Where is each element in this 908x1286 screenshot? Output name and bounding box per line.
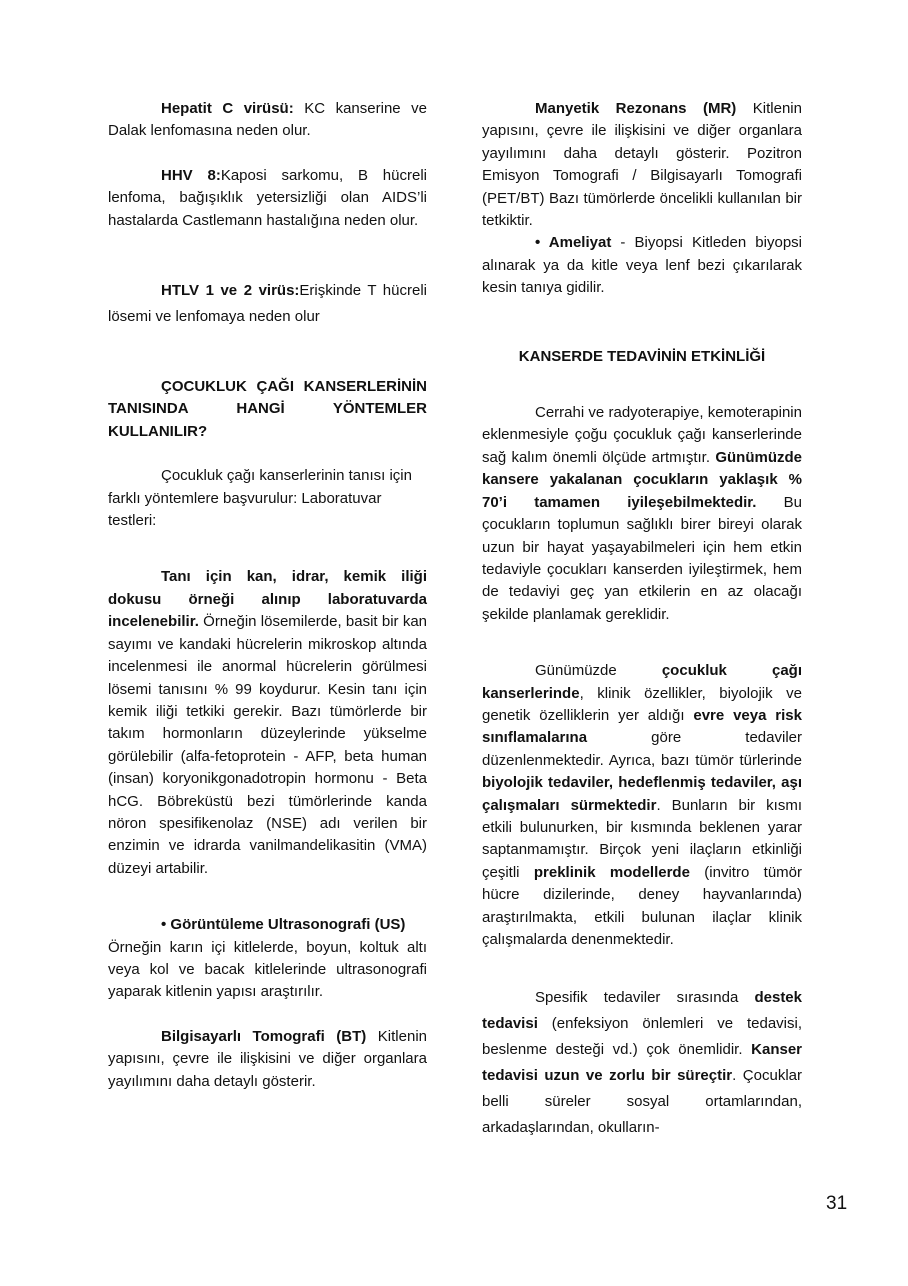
- treatment-paragraph-1: Cerrahi ve radyoterapiye, kemoterapinin eklenmesiyle çoğu çocukluk çağı kanserlerinde sağ kalım önemli ölçüde artmıştır. Günümüzde kansere yakalanan çocukların yaklaşık % 70’i tamamen iyileşebilmektedir. Bu çocukların toplumun sağlıklı birer bireyi olarak uzun bir hayat yaşayabilmeleri için hem etkin tedaviyle çocukları kanserden iyileştirmek, hem de tedaviyi geç yan etkilerin en az olacağı şekilde planlamak gereklidir.: [482, 404, 803, 623]
- surgery-text: - Biyopsi Kitleden biyopsi alınarak ya da kitle veya lenf bezi çıkarılarak kesin tanıya gidilir.: [482, 234, 802, 297]
- surgery-paragraph: [482, 232, 802, 299]
- htlv-text: Erişkinde T hücreli lösemi ve lenfomaya neden olur: [108, 282, 427, 326]
- hepatit-c-paragraph: [108, 98, 427, 143]
- ct-term: Bilgisayarlı Tomografi (BT): [161, 1027, 367, 1045]
- ultrasound-term: • Görüntüleme Ultrasonografi (US): [161, 916, 406, 934]
- mr-paragraph: [482, 98, 802, 232]
- hepatit-c-text: KC kanserine ve Dalak lenfomasına neden olur.: [108, 100, 427, 140]
- page-number: 31: [826, 1193, 848, 1214]
- survival-highlight: Günümüzde kansere yakalanan çocukların yaklaşık % 70’i tamamen iyileşebilmektedir.: [482, 448, 802, 511]
- lab-tests-paragraph: [108, 566, 427, 880]
- ultrasound-text: Örneğin karın içi kitlelerde, boyun, koltuk altı veya kol ve bacak kitlelerinde ultrasonografi yaparak kitlenin yapısı araştırılır.: [108, 938, 427, 1001]
- treatment-heading: KANSERDE TEDAVİNİN ETKİNLİĞİ: [518, 347, 766, 365]
- mr-text: Kitlenin yapısını, çevre ile ilişkisini ve diğer organlara yayılımını daha detaylı gösterir. Pozitron Emisyon Tomografi / Bilgisayarlı Tomografi (PET/BT) Bazı tümörlerde öncelikli kullanılan bir tetkiktir.: [482, 100, 802, 230]
- ct-paragraph: [108, 1026, 427, 1093]
- right-column: [482, 98, 802, 1141]
- lab-tests-text: Örneğin lösemilerde, basit bir kan sayımı ve kandaki hücrelerin mikroskop altında incelenmesi ile anormal hücrelerin görülmesi lösemi tanısını % 99 koydurur. Kesin tanı için kemik iliği tetkiki gerekir. Bazı tümörlerde bir takım hormonların düzeylerinde yükselme görülebilir (alfa-fetoprotein - AFP, beta human (insan) koryonikgonadotropin hormonu - Beta hCG. Böbreküstü bezi tümörlerinde kanda nöron spesifikenolaz (NSE) adı verilen bir enzimin ve idrarda vanilmandelikasitin (VMA) düzeyi artabilir.: [108, 613, 427, 877]
- hhv8-text: Kaposi sarkomu, B hücreli lenfoma, bağışıklık yetersizliği olan AIDS’li hastalarda Castlemann hastalığına neden olur.: [108, 166, 427, 229]
- hhv8-paragraph: [108, 165, 427, 232]
- htlv-paragraph: [108, 278, 427, 330]
- hepatit-c-term: Hepatit C virüsü:: [161, 100, 294, 117]
- surgery-term: • Ameliyat: [535, 234, 612, 252]
- ultrasound-heading: [108, 914, 427, 936]
- treatment-paragraph-3: Spesifik tedaviler sırasında destek tedavisi (enfeksiyon önlemleri ve tedavisi, beslenme desteği vd.) çok önemlidir. Kanser tedavisi uzun ve zorlu bir süreçtir. Çocuklar belli süreler sosyal ortamlarından, arkadaşlarından, okulların-: [482, 989, 802, 1137]
- treatment-paragraph-2: Günümüzde çocukluk çağı kanserlerinde, klinik özellikler, biyolojik ve genetik özelliklerin yer aldığı evre veya risk sınıflamalarına göre tedaviler düzenlenmektedir. Ayrıca, bazı tümör türlerinde biyolojik tedaviler, hedeflenmiş tedaviler, aşı çalışmaları sürmektedir. Bunların bir kısmı etkili bulunurken, bir kısmında beklenen yarar saptanmamıştır. Birçok yeni ilaçların etkinliği çeşitli preklinik modellerde (invitro tümör hücre dizilerinde, deney hayvanlarında) araştırılmakta, etkili bulunan ilaçlar klinik çalışmalarda denenmektedir.: [482, 662, 802, 948]
- htlv-term: HTLV 1 ve 2 virüs:: [161, 282, 300, 300]
- diagnosis-intro: Çocukluk çağı kanserlerinin tanısı için farklı yöntemlere başvurulur: Laboratuvar testleri:: [108, 467, 412, 530]
- lab-tests-term: Tanı için kan, idrar, kemik iliği dokusu örneği alınıp laboratuvarda incelenebilir.: [108, 568, 427, 631]
- mr-term: Manyetik Rezonans (MR): [535, 100, 737, 117]
- hhv8-term: HHV 8:: [161, 166, 221, 184]
- diagnosis-heading: ÇOCUKLUK ÇAĞI KANSERLERİNİN TANISINDA HANGİ YÖNTEMLER KULLANILIR?: [108, 378, 427, 440]
- ct-text: Kitlenin yapısını, çevre ile ilişkisini ve diğer organlara yayılımını daha detaylı gösterir.: [108, 1027, 427, 1090]
- left-column: [108, 98, 427, 1093]
